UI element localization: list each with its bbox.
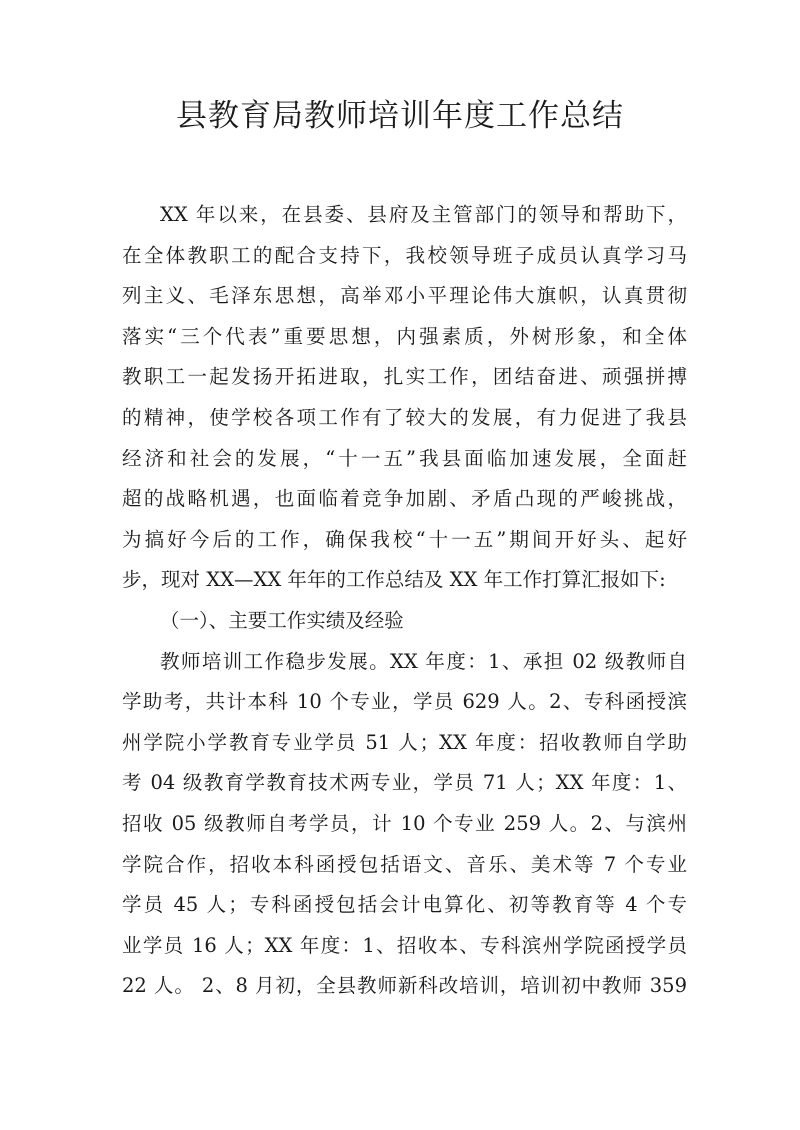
paragraph-line: 的精神，使学校各项工作有了较大的发展，有力促进了我县: [122, 405, 687, 429]
paragraph-line: 考 04 级教育学教育技术两专业，学员 71 人；XX 年度：1、: [122, 771, 687, 795]
document-title: 县教育局教师培训年度工作总结: [176, 98, 624, 134]
paragraph-line: 教师培训工作稳步发展。XX 年度：1、承担 02 级教师自: [160, 649, 687, 673]
paragraph-line: 招收 05 级教师自考学员，计 10 个专业 259 人。2、与滨州: [122, 811, 687, 835]
paragraph-line: 列主义、毛泽东思想，高举邓小平理论伟大旗帜，认真贯彻: [122, 284, 687, 308]
paragraph-line: 州学院小学教育专业学员 51 人；XX 年度：招收教师自学助: [122, 730, 687, 754]
document-body: [122, 195, 687, 1007]
paragraph-line: 学助考，共计本科 10 个专业，学员 629 人。2、专科函授滨: [122, 690, 687, 714]
paragraph-line: 超的战略机遇，也面临着竞争加剧、矛盾凸现的严峻挑战，: [122, 487, 687, 511]
paragraph-line: 步，现对 XX—XX 年年的工作总结及 XX 年工作打算汇报如下:: [122, 568, 666, 592]
paragraph-line: 业学员 16 人；XX 年度：1、招收本、专科滨州学院函授学员: [122, 933, 687, 957]
paragraph-line: XX 年以来，在县委、县府及主管部门的领导和帮助下，: [160, 203, 687, 226]
paragraph-line: 落实“三个代表”重要思想，内强素质，外树形象，和全体: [122, 324, 687, 348]
paragraph-line: 教职工一起发扬开拓进取，扎实工作，团结奋进、顽强拼搏: [122, 365, 687, 389]
paragraph-line: 学院合作，招收本科函授包括语文、音乐、美术等 7 个专业: [122, 852, 687, 876]
paragraph-line: 22 人。 2、8 月初，全县教师新科改培训，培训初中教师 359: [122, 974, 687, 998]
paragraph-line: 在全体教职工的配合支持下，我校领导班子成员认真学习马: [122, 243, 687, 267]
paragraph-line: 经济和社会的发展，“十一五”我县面临加速发展，全面赶: [122, 446, 687, 470]
paragraph-line: 为搞好今后的工作，确保我校“十一五”期间开好头、起好: [122, 527, 687, 551]
paragraph-line: 学员 45 人；专科函授包括会计电算化、初等教育等 4 个专: [122, 893, 687, 917]
section-heading: （一）、主要工作实绩及经验: [160, 608, 404, 632]
